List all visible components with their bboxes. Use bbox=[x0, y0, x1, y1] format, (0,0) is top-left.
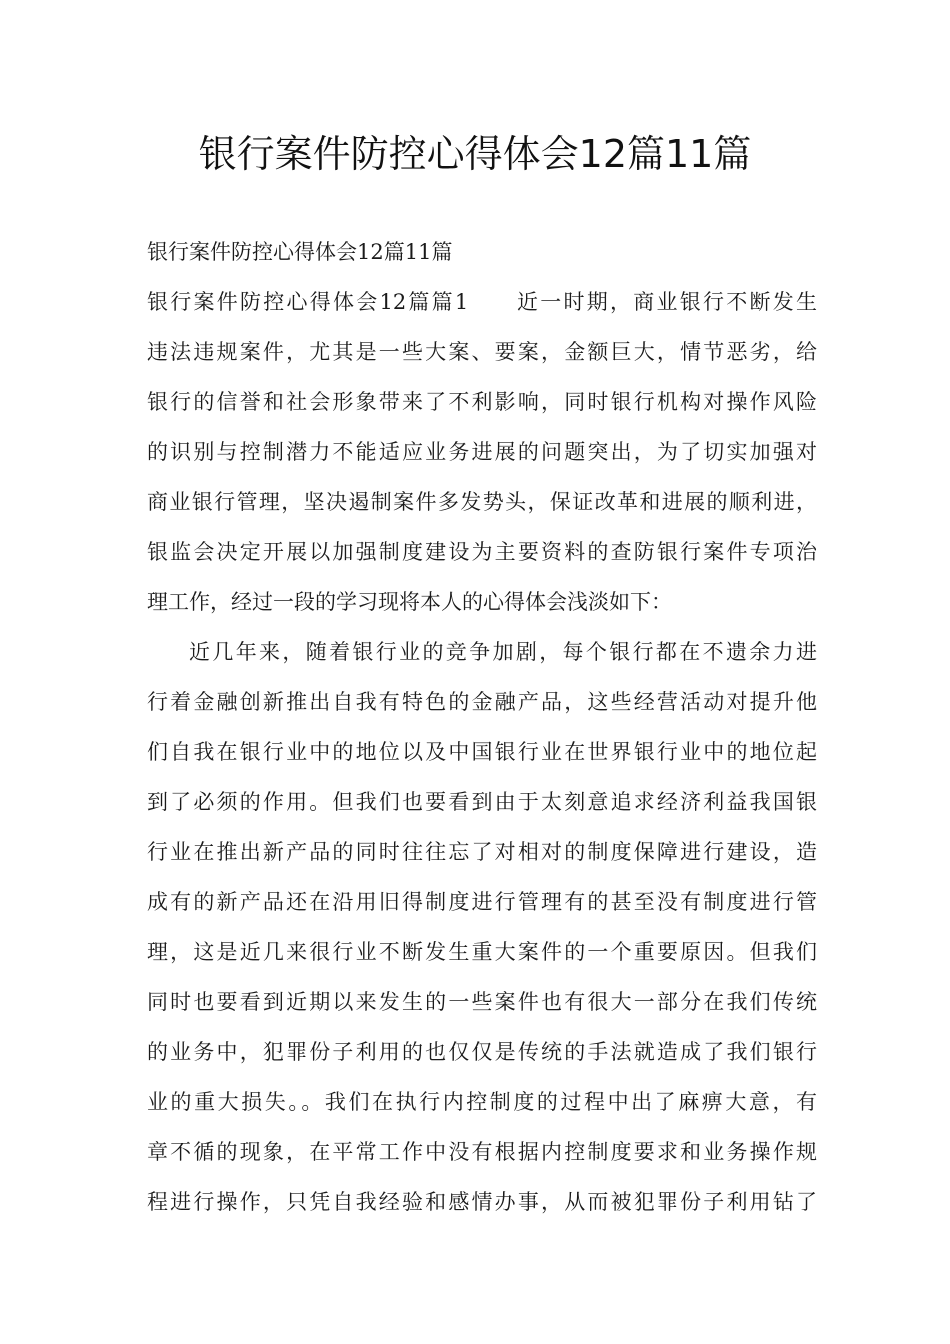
paragraph-line: 业的重大损失。。我们在执行内控制度的过程中出了麻痹大意，有 bbox=[147, 1090, 817, 1114]
paragraph-line: 商业银行管理，坚决遏制案件多发势头，保证改革和进展的顺利进， bbox=[147, 490, 817, 514]
paragraph-line: 们自我在银行业中的地位以及中国银行业在世界银行业中的地位起 bbox=[147, 740, 817, 764]
paragraph-line: 近几年来，随着银行业的竞争加剧，每个银行都在不遗余力进 bbox=[189, 640, 817, 664]
paragraph-line: 银监会决定开展以加强制度建设为主要资料的查防银行案件专项治 bbox=[147, 540, 817, 564]
paragraph-line: 银行的信誉和社会形象带来了不利影响，同时银行机构对操作风险 bbox=[147, 390, 817, 414]
document-subtitle: 银行案件防控心得体会12篇11篇 bbox=[147, 240, 453, 264]
paragraph-line: 银行案件防控心得体会12篇篇1 近一时期，商业银行不断发生 bbox=[147, 290, 817, 314]
paragraph-line: 的业务中，犯罪份子利用的也仅仅是传统的手法就造成了我们银行 bbox=[147, 1040, 817, 1064]
paragraph-line: 章不循的现象，在平常工作中没有根据内控制度要求和业务操作规 bbox=[147, 1140, 817, 1164]
paragraph-line: 的识别与控制潜力不能适应业务进展的问题突出，为了切实加强对 bbox=[147, 440, 817, 464]
paragraph-line: 行业在推出新产品的同时往往忘了对相对的制度保障进行建设，造 bbox=[147, 840, 817, 864]
paragraph-line: 成有的新产品还在沿用旧得制度进行管理有的甚至没有制度进行管 bbox=[147, 890, 817, 914]
paragraph-line: 到了必须的作用。但我们也要看到由于太刻意追求经济利益我国银 bbox=[147, 790, 817, 814]
paragraph-line: 违法违规案件，尤其是一些大案、要案，金额巨大，情节恶劣，给 bbox=[147, 340, 817, 364]
paragraph-line: 行着金融创新推出自我有特色的金融产品，这些经营活动对提升他 bbox=[147, 690, 817, 714]
paragraph-line: 同时也要看到近期以来发生的一些案件也有很大一部分在我们传统 bbox=[147, 990, 817, 1014]
paragraph-line: 理，这是近几来很行业不断发生重大案件的一个重要原因。但我们 bbox=[147, 940, 817, 964]
paragraph-line: 理工作，经过一段的学习现将本人的心得体会浅淡如下： bbox=[147, 590, 672, 614]
paragraph-line: 程进行操作，只凭自我经验和感情办事，从而被犯罪份子利用钻了 bbox=[147, 1190, 817, 1214]
document-title: 银行案件防控心得体会12篇11篇 bbox=[198, 132, 752, 176]
